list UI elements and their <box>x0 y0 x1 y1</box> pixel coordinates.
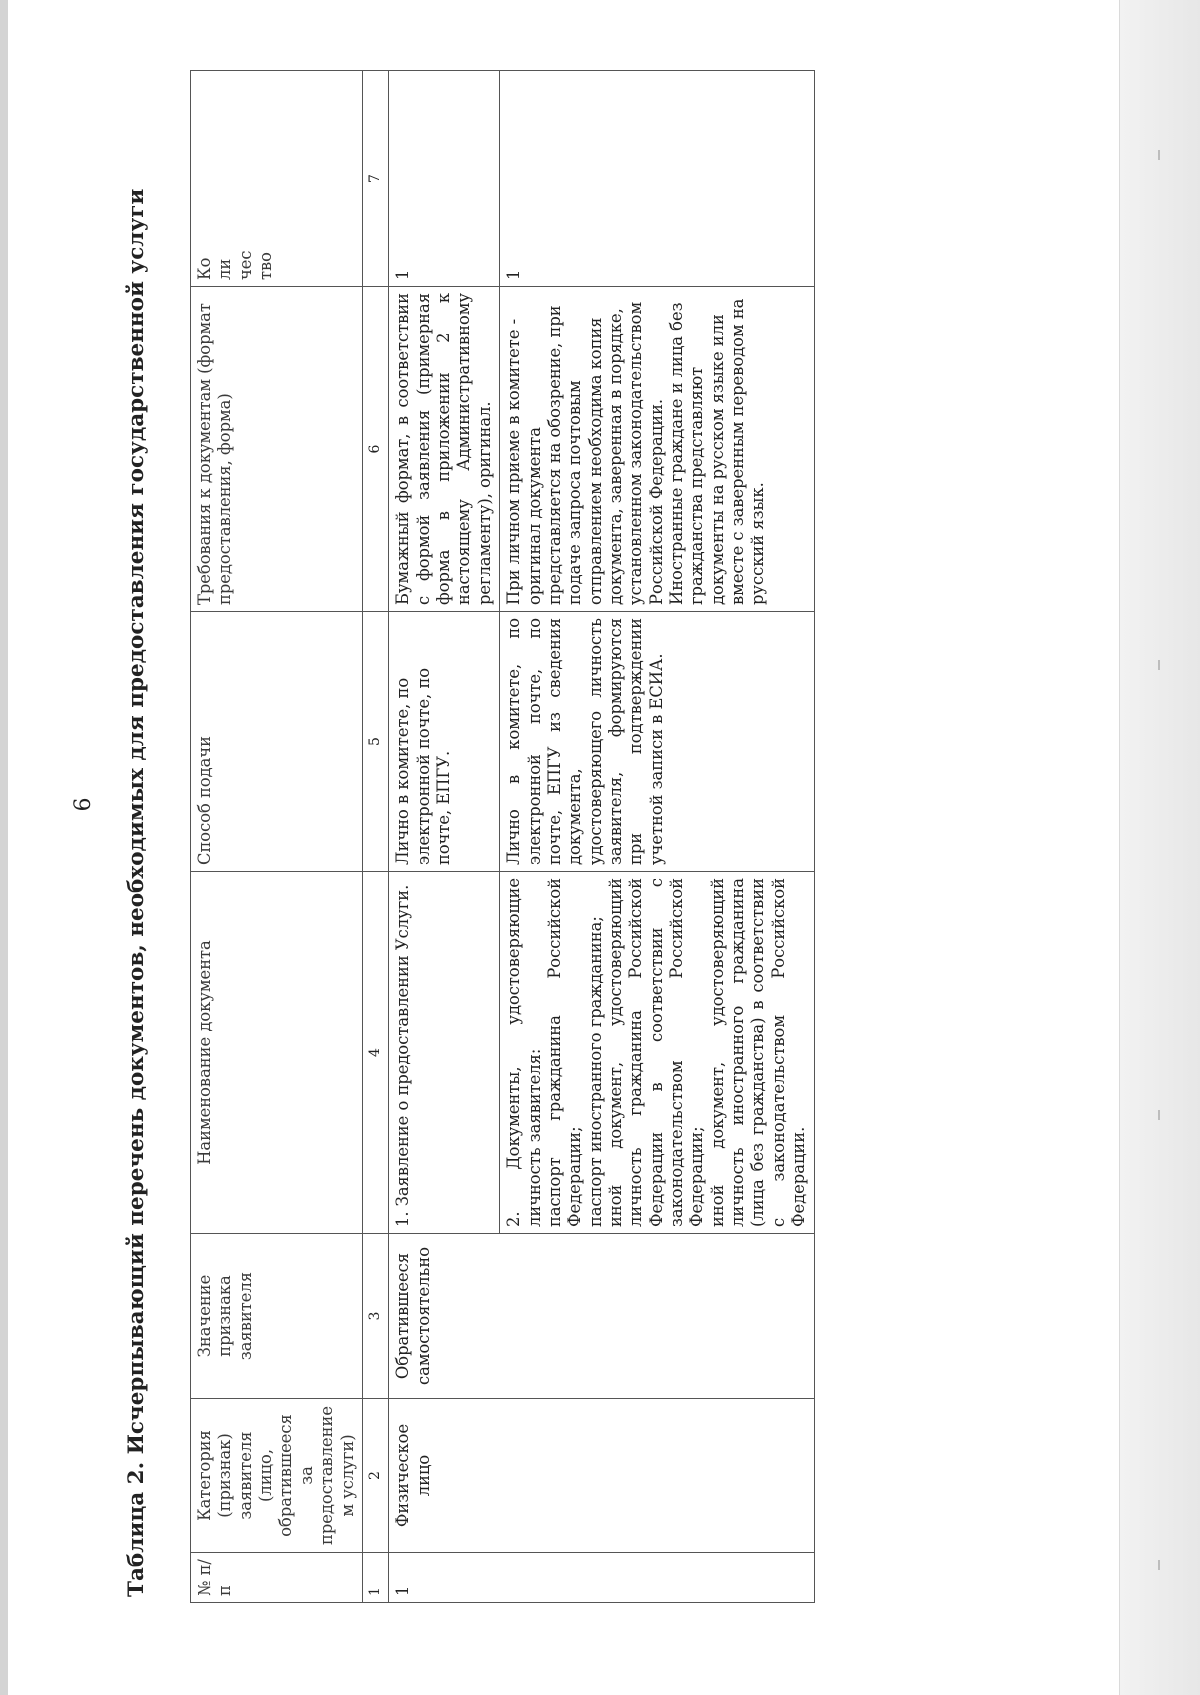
cell-quantity: 1 <box>389 71 500 287</box>
cell-document-name: 1. Заявление о предоставлении Услуги. <box>389 872 500 1234</box>
column-number: 3 <box>362 1234 389 1399</box>
header-number: № п/п <box>191 1553 363 1603</box>
scan-margin-mark <box>1158 660 1160 670</box>
table-row <box>389 71 500 1603</box>
scan-margin-mark <box>1158 1560 1160 1570</box>
table-title: Таблица 2. Исчерпывающий перечень документов, необходимых для предоставления государственной услуги <box>124 188 149 1597</box>
cell-requirements: При личном приеме в комитете - оригинал документа представляется на обозрение, при подаче запроса почтовым отправлением необходима копия документа, заверенная в порядке, установленном законодательством Российской Федерации. Иностранные граждане и лица без гражданства представляют документы на русском языке или вместе с заверенным переводом на русский язык. <box>500 287 814 612</box>
rotated-page-content <box>110 40 1110 1615</box>
column-number: 5 <box>362 612 389 872</box>
cell-submission-method: Лично в комитете, по электронной почте, по почте, ЕПГУ из сведения документа, удостоверяющего личность заявителя, формируются при подтверждении учетной записи в ЕСИА. <box>500 612 814 872</box>
scan-right-margin <box>1119 0 1200 1695</box>
scan-left-margin <box>0 0 8 1695</box>
page-number: 9 <box>67 797 93 812</box>
column-number: 7 <box>362 71 389 287</box>
header-sign-value: Значение признака заявителя <box>191 1234 363 1399</box>
scan-margin-mark <box>1158 1110 1160 1120</box>
cell-document-name: 2. Документы, удостоверяющие личность заявителя: паспорт гражданина Российской Федерации; паспорт иностранного гражданина; иной документ, удостоверяющий личность гражданина Российской Федерации в соответствии с законодательством Российской Федерации; иной документ, удостоверяющий личность иностранного гражданина (лица без гражданства) в соответствии с законодательством Российской Федерации. <box>500 872 814 1234</box>
cell-requirements: Бумажный формат, в соответствии с формой заявления (примерная форма в приложении 2 к настоящему Административному регламенту), оригинал. <box>389 287 500 612</box>
column-number: 2 <box>362 1399 389 1553</box>
table-header-row <box>191 71 363 1603</box>
header-category: Категория (признак) заявителя (лицо, обратившееся за предоставлением услуги) <box>191 1399 363 1553</box>
cell-category: Физическое лицо <box>389 1399 814 1553</box>
cell-sign-value: Обратившееся самостоятельно <box>389 1234 814 1399</box>
column-number: 6 <box>362 287 389 612</box>
column-numbers-row <box>362 71 389 1603</box>
column-number: 4 <box>362 872 389 1234</box>
header-submission-method: Способ подачи <box>191 612 363 872</box>
cell-number: 1 <box>389 1553 814 1603</box>
header-document-name: Наименование документа <box>191 872 363 1234</box>
column-number: 1 <box>362 1553 389 1603</box>
scan-margin-mark <box>1158 150 1160 160</box>
documents-table <box>190 70 815 1603</box>
header-requirements: Требования к документам (формат предоставления, форма) <box>191 287 363 612</box>
cell-submission-method: Лично в комитете, по электронной почте, по почте, ЕПГУ. <box>389 612 500 872</box>
header-quantity: Ко ли чес тво <box>191 71 363 287</box>
cell-quantity: 1 <box>500 71 814 287</box>
